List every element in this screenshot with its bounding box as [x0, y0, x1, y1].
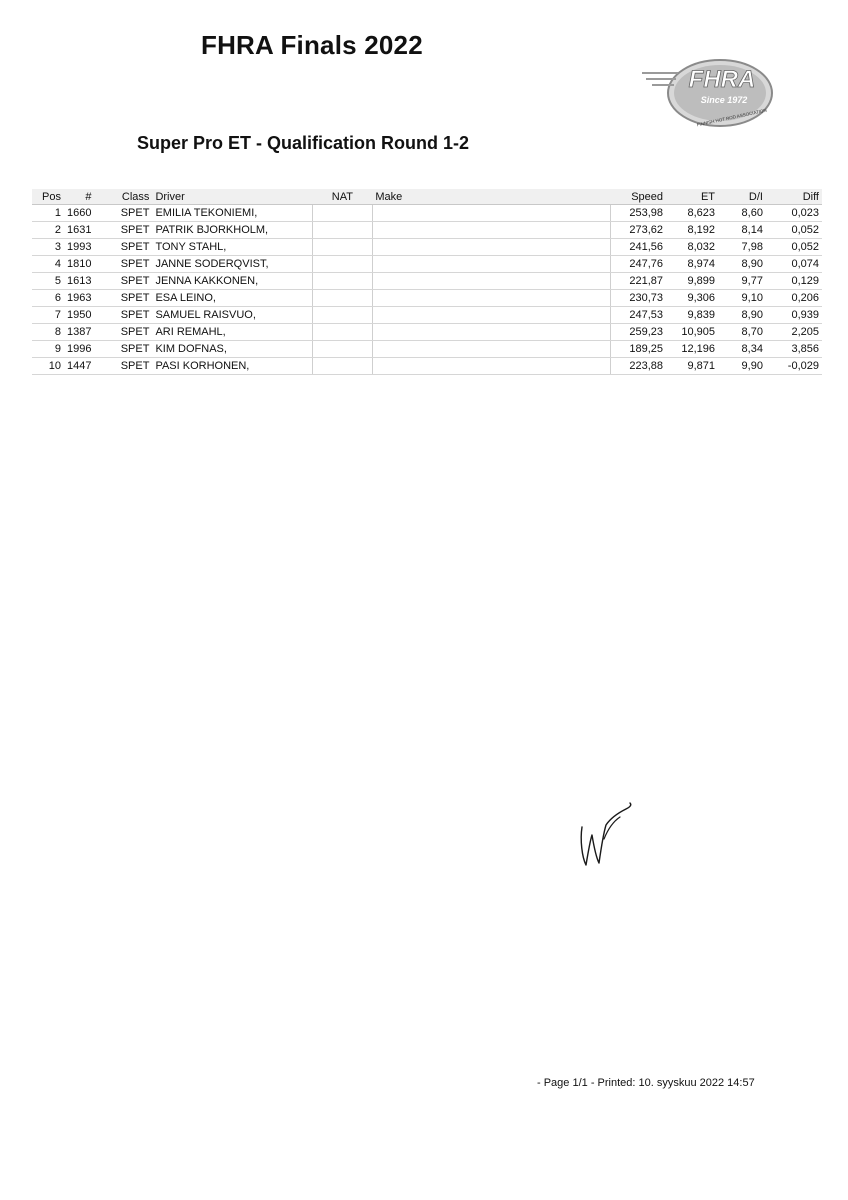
- cell-speed: 247,53: [610, 307, 666, 324]
- table-row: [32, 307, 822, 324]
- cell-et: 8,623: [666, 205, 718, 222]
- cell-make: [372, 324, 610, 341]
- cell-number: 1810: [64, 256, 94, 273]
- header-diff: Diff: [766, 189, 822, 205]
- cell-driver: PASI KORHONEN,: [152, 358, 312, 375]
- cell-number: 1963: [64, 290, 94, 307]
- table-header-row: [32, 189, 822, 205]
- section-subtitle: Super Pro ET - Qualification Round 1-2: [137, 133, 470, 153]
- table-row: [32, 222, 822, 239]
- header-number: #: [64, 189, 94, 205]
- cell-diff: 0,023: [766, 205, 822, 222]
- cell-driver: EMILIA TEKONIEMI,: [152, 205, 312, 222]
- header-speed: Speed: [610, 189, 666, 205]
- cell-driver: JENNA KAKKONEN,: [152, 273, 312, 290]
- table-row: [32, 239, 822, 256]
- cell-pos: 5: [32, 273, 64, 290]
- header-class: Class: [94, 189, 152, 205]
- cell-speed: 221,87: [610, 273, 666, 290]
- cell-et: 9,306: [666, 290, 718, 307]
- cell-speed: 273,62: [610, 222, 666, 239]
- cell-diff: 0,052: [766, 222, 822, 239]
- cell-class: SPET: [94, 273, 152, 290]
- cell-di: 9,10: [718, 290, 766, 307]
- page-footer: - Page 1/1 - Printed: 10. syyskuu 2022 14:57: [537, 1077, 755, 1089]
- cell-pos: 9: [32, 341, 64, 358]
- cell-pos: 4: [32, 256, 64, 273]
- cell-di: 7,98: [718, 239, 766, 256]
- cell-class: SPET: [94, 358, 152, 375]
- cell-number: 1613: [64, 273, 94, 290]
- cell-diff: 0,052: [766, 239, 822, 256]
- cell-number: 1993: [64, 239, 94, 256]
- fhra-logo: [640, 55, 775, 135]
- cell-di: 8,90: [718, 307, 766, 324]
- logo-since: Since 1972: [700, 95, 748, 105]
- cell-nat: [312, 205, 372, 222]
- cell-speed: 253,98: [610, 205, 666, 222]
- cell-nat: [312, 256, 372, 273]
- cell-pos: 8: [32, 324, 64, 341]
- cell-make: [372, 341, 610, 358]
- logo-association: FINNISH HOT ROD ASSOCIATION: [696, 107, 768, 128]
- cell-make: [372, 307, 610, 324]
- cell-nat: [312, 307, 372, 324]
- cell-driver: ARI REMAHL,: [152, 324, 312, 341]
- cell-nat: [312, 341, 372, 358]
- table-row: [32, 290, 822, 307]
- cell-diff: 0,206: [766, 290, 822, 307]
- header-driver: Driver: [152, 189, 312, 205]
- cell-pos: 6: [32, 290, 64, 307]
- cell-nat: [312, 324, 372, 341]
- cell-di: 8,14: [718, 222, 766, 239]
- cell-pos: 10: [32, 358, 64, 375]
- cell-et: 8,032: [666, 239, 718, 256]
- cell-class: SPET: [94, 256, 152, 273]
- cell-class: SPET: [94, 307, 152, 324]
- cell-et: 10,905: [666, 324, 718, 341]
- cell-pos: 1: [32, 205, 64, 222]
- table-row: [32, 256, 822, 273]
- cell-diff: 0,129: [766, 273, 822, 290]
- cell-pos: 2: [32, 222, 64, 239]
- header-di: D/I: [718, 189, 766, 205]
- cell-di: 9,90: [718, 358, 766, 375]
- table-row: [32, 324, 822, 341]
- cell-class: SPET: [94, 222, 152, 239]
- cell-di: 8,90: [718, 256, 766, 273]
- cell-number: 1447: [64, 358, 94, 375]
- cell-number: 1387: [64, 324, 94, 341]
- cell-make: [372, 273, 610, 290]
- cell-number: 1996: [64, 341, 94, 358]
- cell-speed: 241,56: [610, 239, 666, 256]
- table-row: [32, 341, 822, 358]
- table-row: [32, 358, 822, 375]
- table-row: [32, 273, 822, 290]
- cell-diff: 3,856: [766, 341, 822, 358]
- cell-make: [372, 256, 610, 273]
- cell-nat: [312, 239, 372, 256]
- cell-diff: -0,029: [766, 358, 822, 375]
- cell-speed: 247,76: [610, 256, 666, 273]
- cell-nat: [312, 358, 372, 375]
- cell-di: 8,60: [718, 205, 766, 222]
- cell-speed: 230,73: [610, 290, 666, 307]
- cell-nat: [312, 273, 372, 290]
- results-table: [32, 189, 822, 375]
- cell-driver: PATRIK BJORKHOLM,: [152, 222, 312, 239]
- cell-speed: 189,25: [610, 341, 666, 358]
- cell-driver: TONY STAHL,: [152, 239, 312, 256]
- cell-class: SPET: [94, 341, 152, 358]
- cell-driver: ESA LEINO,: [152, 290, 312, 307]
- cell-number: 1631: [64, 222, 94, 239]
- header-pos: Pos: [32, 189, 64, 205]
- cell-diff: 0,939: [766, 307, 822, 324]
- cell-number: 1660: [64, 205, 94, 222]
- page-title: FHRA Finals 2022: [201, 30, 423, 60]
- cell-class: SPET: [94, 290, 152, 307]
- cell-make: [372, 222, 610, 239]
- cell-make: [372, 239, 610, 256]
- cell-speed: 259,23: [610, 324, 666, 341]
- header-nat: NAT: [312, 189, 372, 205]
- cell-nat: [312, 290, 372, 307]
- cell-class: SPET: [94, 324, 152, 341]
- cell-di: 9,77: [718, 273, 766, 290]
- cell-et: 8,192: [666, 222, 718, 239]
- cell-make: [372, 358, 610, 375]
- cell-driver: SAMUEL RAISVUO,: [152, 307, 312, 324]
- cell-diff: 2,205: [766, 324, 822, 341]
- logo-text: FHRA: [688, 66, 756, 93]
- cell-class: SPET: [94, 239, 152, 256]
- cell-speed: 223,88: [610, 358, 666, 375]
- cell-make: [372, 205, 610, 222]
- cell-et: 8,974: [666, 256, 718, 273]
- cell-et: 9,871: [666, 358, 718, 375]
- cell-di: 8,34: [718, 341, 766, 358]
- cell-diff: 0,074: [766, 256, 822, 273]
- cell-di: 8,70: [718, 324, 766, 341]
- cell-pos: 7: [32, 307, 64, 324]
- cell-make: [372, 290, 610, 307]
- results-body: [32, 205, 822, 375]
- cell-et: 9,899: [666, 273, 718, 290]
- cell-number: 1950: [64, 307, 94, 324]
- cell-et: 12,196: [666, 341, 718, 358]
- header-et: ET: [666, 189, 718, 205]
- cell-et: 9,839: [666, 307, 718, 324]
- cell-class: SPET: [94, 205, 152, 222]
- handwritten-signature: [570, 795, 650, 875]
- cell-driver: KIM DOFNAS,: [152, 341, 312, 358]
- cell-nat: [312, 222, 372, 239]
- header-make: Make: [372, 189, 610, 205]
- cell-pos: 3: [32, 239, 64, 256]
- cell-driver: JANNE SODERQVIST,: [152, 256, 312, 273]
- table-row: [32, 205, 822, 222]
